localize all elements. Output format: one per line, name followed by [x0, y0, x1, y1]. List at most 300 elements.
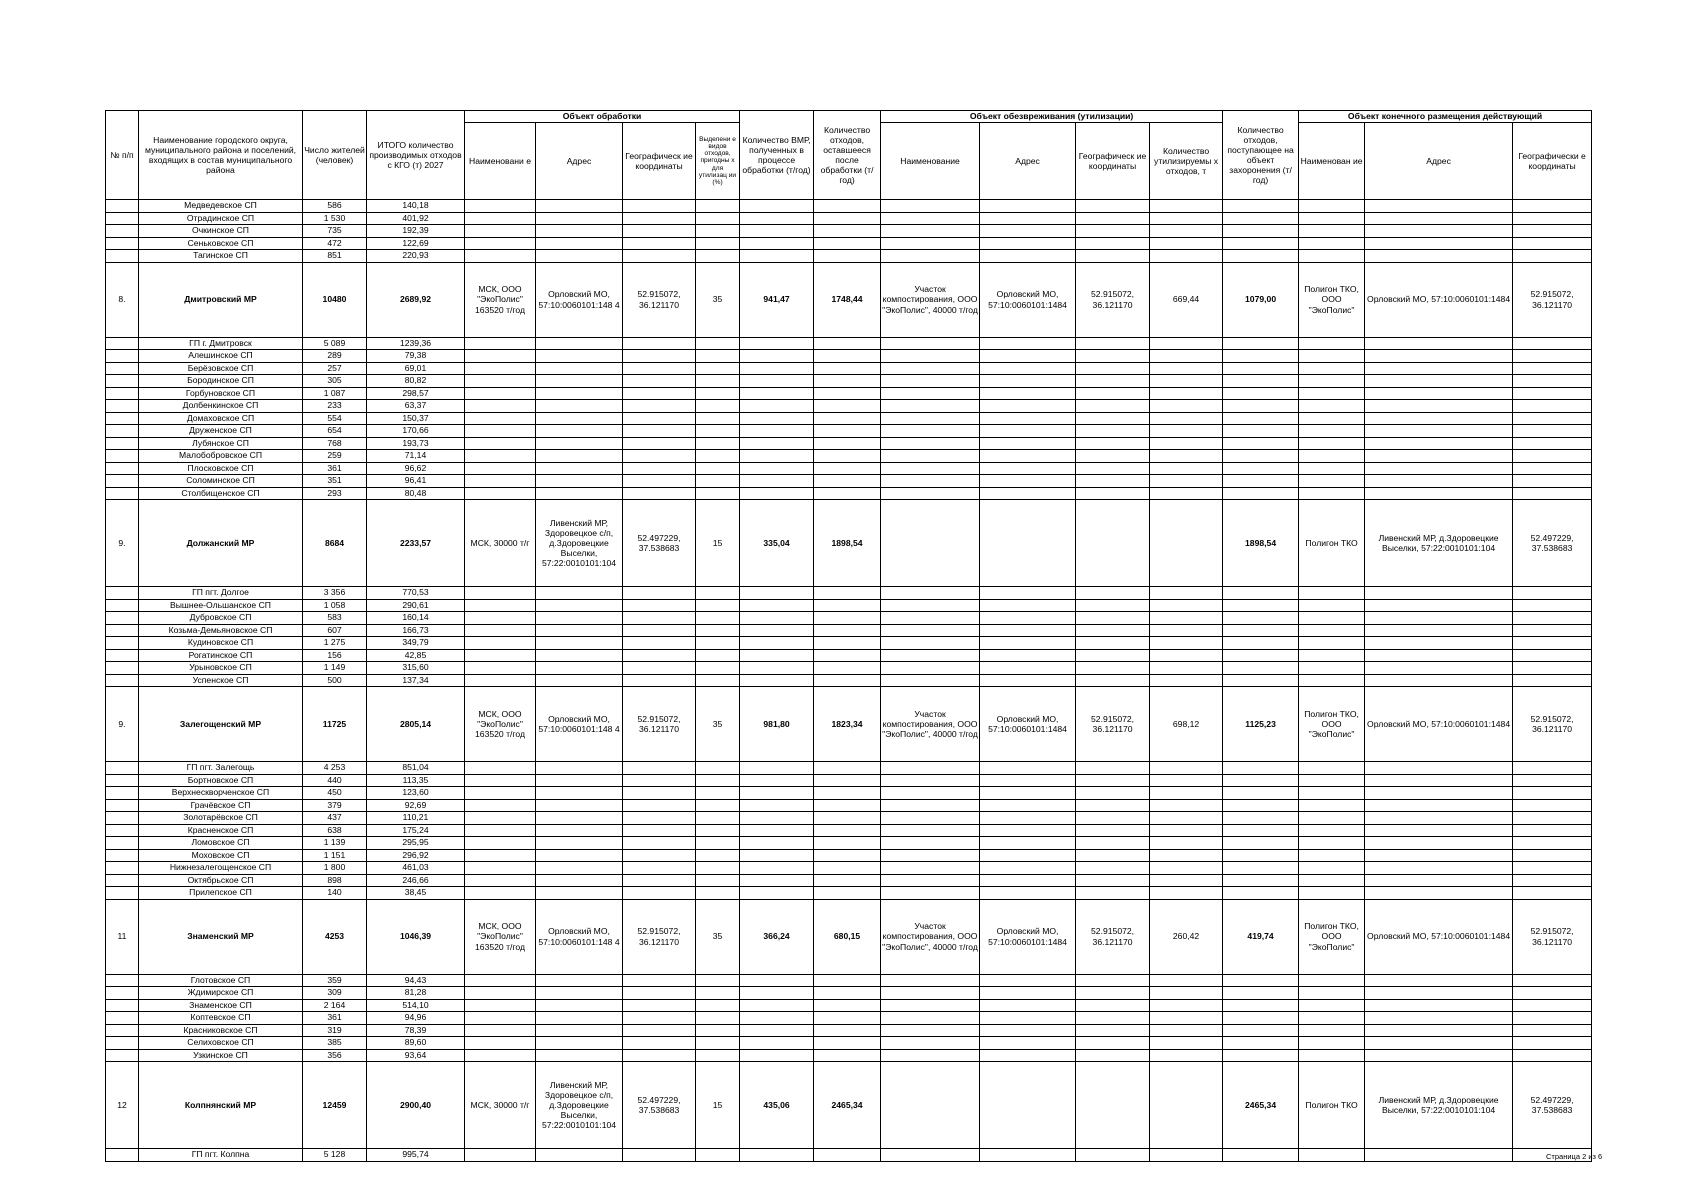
empty-cell: [1299, 387, 1365, 400]
empty-cell: [1365, 637, 1513, 650]
empty-cell: [814, 787, 881, 800]
empty-cell: [623, 1037, 696, 1050]
empty-cell: [980, 387, 1076, 400]
empty-cell: [465, 237, 536, 250]
waste-total: 298,57: [367, 387, 465, 400]
empty-cell: [1076, 450, 1150, 463]
empty-cell: [623, 824, 696, 837]
residents: 586: [303, 200, 367, 213]
empty-cell: [814, 824, 881, 837]
empty-cell: [1150, 974, 1223, 987]
empty-cell: [1076, 1037, 1150, 1050]
empty-cell: [881, 999, 980, 1012]
empty-cell: [814, 774, 881, 787]
residents: 583: [303, 612, 367, 625]
empty-cell: [1299, 612, 1365, 625]
empty-cell: [1150, 437, 1223, 450]
empty-cell: [1076, 425, 1150, 438]
empty-cell: [536, 1049, 623, 1062]
final-coords: 52.915072, 36.121170: [1513, 262, 1592, 337]
empty-cell: [1223, 350, 1299, 363]
empty-cell: [536, 375, 623, 388]
residents: 4253: [303, 899, 367, 974]
empty-cell: [1365, 649, 1513, 662]
empty-cell: [740, 612, 814, 625]
row-number: 12: [106, 1062, 139, 1149]
empty-cell: [881, 974, 980, 987]
empty-cell: [1365, 462, 1513, 475]
empty-cell: [1513, 237, 1592, 250]
empty-cell: [465, 999, 536, 1012]
empty-cell: [814, 799, 881, 812]
empty-cell: [881, 425, 980, 438]
empty-cell: [1299, 812, 1365, 825]
empty-cell: [696, 824, 740, 837]
empty-cell: [881, 837, 980, 850]
settlement-name: Успенское СП: [139, 674, 303, 687]
district-row: [106, 687, 1592, 762]
empty-cell: [623, 637, 696, 650]
empty-cell: [1150, 887, 1223, 900]
vmr-amount: 366,24: [740, 899, 814, 974]
settlement-name: Козьма-Демьяновское СП: [139, 624, 303, 637]
empty-cell: [1150, 450, 1223, 463]
empty-cell: [696, 999, 740, 1012]
empty-cell: [536, 400, 623, 413]
empty-cell: [696, 462, 740, 475]
empty-cell: [881, 450, 980, 463]
empty-cell: [980, 1012, 1076, 1025]
empty-cell: [696, 212, 740, 225]
empty-cell: [536, 649, 623, 662]
empty-cell: [980, 649, 1076, 662]
empty-cell: [814, 862, 881, 875]
empty-cell: [980, 874, 1076, 887]
empty-cell: [1299, 837, 1365, 850]
waste-total: 2805,14: [367, 687, 465, 762]
settlement-name: ГП г. Дмитровск: [139, 337, 303, 350]
empty-cell: [740, 862, 814, 875]
empty-cell: [623, 450, 696, 463]
settlement-row: [106, 612, 1592, 625]
empty-cell: [1513, 787, 1592, 800]
empty-cell: [1513, 200, 1592, 213]
empty-cell: [980, 862, 1076, 875]
empty-cell: [980, 637, 1076, 650]
district-row: [106, 1062, 1592, 1149]
empty-cell: [1223, 674, 1299, 687]
empty-cell: [1076, 862, 1150, 875]
residents: 356: [303, 1049, 367, 1062]
empty-cell: [1223, 987, 1299, 1000]
settlement-name: Красненское СП: [139, 824, 303, 837]
empty-cell: [1365, 237, 1513, 250]
empty-cell: [1150, 1049, 1223, 1062]
empty-cell: [1513, 799, 1592, 812]
empty-cell: [1150, 212, 1223, 225]
settlement-row: [106, 799, 1592, 812]
settlement-row: [106, 774, 1592, 787]
empty-cell: [1076, 824, 1150, 837]
empty-cell: [465, 1037, 536, 1050]
processing-address: Ливенский МР, Здоровецкое с/п, д.Здоровецкие Выселки, 57:22:0010101:104: [536, 1062, 623, 1149]
empty-cell: [1365, 412, 1513, 425]
empty-cell: [536, 212, 623, 225]
empty-cell: [1223, 1049, 1299, 1062]
empty-cell: [623, 874, 696, 887]
empty-cell: [1513, 824, 1592, 837]
empty-cell: [536, 450, 623, 463]
row-number: [106, 425, 139, 438]
settlement-name: Берёзовское СП: [139, 362, 303, 375]
empty-cell: [740, 837, 814, 850]
empty-cell: [465, 400, 536, 413]
empty-cell: [1150, 250, 1223, 263]
empty-cell: [881, 225, 980, 238]
empty-cell: [1223, 837, 1299, 850]
empty-cell: [980, 1049, 1076, 1062]
row-number: 11: [106, 899, 139, 974]
empty-cell: [740, 587, 814, 600]
settlement-name: Прилепское СП: [139, 887, 303, 900]
settlement-row: [106, 812, 1592, 825]
empty-cell: [536, 887, 623, 900]
residents: 11725: [303, 687, 367, 762]
empty-cell: [1513, 774, 1592, 787]
empty-cell: [623, 862, 696, 875]
settlement-name: Грачёвское СП: [139, 799, 303, 812]
residents: 898: [303, 874, 367, 887]
empty-cell: [696, 762, 740, 775]
settlement-name: Друженское СП: [139, 425, 303, 438]
empty-cell: [1076, 874, 1150, 887]
residents: 289: [303, 350, 367, 363]
empty-cell: [1076, 762, 1150, 775]
residents: 233: [303, 400, 367, 413]
empty-cell: [1150, 1149, 1223, 1162]
empty-cell: [1299, 200, 1365, 213]
empty-cell: [1513, 624, 1592, 637]
residents: 379: [303, 799, 367, 812]
waste-total: 170,66: [367, 425, 465, 438]
empty-cell: [881, 1024, 980, 1037]
settlement-name: Золотарёвское СП: [139, 812, 303, 825]
settlement-row: [106, 475, 1592, 488]
empty-cell: [740, 887, 814, 900]
residents: 309: [303, 987, 367, 1000]
vmr-amount: 941,47: [740, 262, 814, 337]
settlement-row: [106, 412, 1592, 425]
waste-table: [105, 110, 1592, 1162]
empty-cell: [1513, 387, 1592, 400]
settlement-row: [106, 225, 1592, 238]
row-number: [106, 599, 139, 612]
empty-cell: [1223, 799, 1299, 812]
waste-total: 94,96: [367, 1012, 465, 1025]
empty-cell: [1076, 237, 1150, 250]
empty-cell: [881, 437, 980, 450]
header-processing-group: Объект обработки: [465, 111, 740, 123]
empty-cell: [881, 200, 980, 213]
processing-name: МСК, 30000 т/г: [465, 1062, 536, 1149]
row-number: [106, 1012, 139, 1025]
empty-cell: [1150, 225, 1223, 238]
empty-cell: [536, 387, 623, 400]
empty-cell: [980, 350, 1076, 363]
empty-cell: [814, 400, 881, 413]
empty-cell: [465, 1012, 536, 1025]
row-number: [106, 612, 139, 625]
empty-cell: [1150, 862, 1223, 875]
settlement-name: Тагинское СП: [139, 250, 303, 263]
empty-cell: [465, 649, 536, 662]
empty-cell: [465, 862, 536, 875]
empty-cell: [1365, 887, 1513, 900]
empty-cell: [740, 412, 814, 425]
empty-cell: [740, 799, 814, 812]
empty-cell: [1223, 874, 1299, 887]
empty-cell: [1150, 237, 1223, 250]
settlement-row: [106, 637, 1592, 650]
empty-cell: [740, 1024, 814, 1037]
empty-cell: [1223, 649, 1299, 662]
settlement-name: Медведевское СП: [139, 200, 303, 213]
waste-total: 2689,92: [367, 262, 465, 337]
waste-total: 150,37: [367, 412, 465, 425]
empty-cell: [536, 612, 623, 625]
empty-cell: [1150, 350, 1223, 363]
empty-cell: [1513, 762, 1592, 775]
final-coords: 52.497229, 37.538683: [1513, 500, 1592, 587]
final-name: Полигон ТКО, ООО "ЭкоПолис": [1299, 687, 1365, 762]
residents: 8684: [303, 500, 367, 587]
empty-cell: [980, 462, 1076, 475]
empty-cell: [980, 400, 1076, 413]
empty-cell: [536, 874, 623, 887]
empty-cell: [1150, 400, 1223, 413]
empty-cell: [1076, 212, 1150, 225]
remaining-amount: 1898,54: [814, 500, 881, 587]
empty-cell: [1076, 612, 1150, 625]
row-number: [106, 250, 139, 263]
header-neutral-qty: Количество утилизируемы х отходов, т: [1150, 123, 1223, 200]
empty-cell: [1150, 612, 1223, 625]
empty-cell: [1299, 799, 1365, 812]
empty-cell: [623, 250, 696, 263]
empty-cell: [1076, 662, 1150, 675]
empty-cell: [623, 1149, 696, 1162]
row-number: [106, 412, 139, 425]
empty-cell: [1150, 412, 1223, 425]
settlement-name: Малобобровское СП: [139, 450, 303, 463]
empty-cell: [1299, 400, 1365, 413]
processing-coords: 52.915072, 36.121170: [623, 899, 696, 974]
empty-cell: [1365, 787, 1513, 800]
empty-cell: [1076, 624, 1150, 637]
settlement-name: Рогатинское СП: [139, 649, 303, 662]
empty-cell: [1365, 974, 1513, 987]
empty-cell: [1150, 837, 1223, 850]
row-number: [106, 1149, 139, 1162]
empty-cell: [696, 475, 740, 488]
empty-cell: [881, 674, 980, 687]
empty-cell: [1513, 1037, 1592, 1050]
empty-cell: [980, 674, 1076, 687]
empty-cell: [623, 475, 696, 488]
empty-cell: [623, 974, 696, 987]
settlement-row: [106, 487, 1592, 500]
empty-cell: [465, 250, 536, 263]
empty-cell: [1223, 450, 1299, 463]
row-number: [106, 487, 139, 500]
empty-cell: [1223, 212, 1299, 225]
empty-cell: [1365, 225, 1513, 238]
empty-cell: [980, 849, 1076, 862]
row-number: [106, 837, 139, 850]
empty-cell: [814, 662, 881, 675]
settlement-name: Знаменское СП: [139, 999, 303, 1012]
empty-cell: [1223, 487, 1299, 500]
empty-cell: [1150, 812, 1223, 825]
empty-cell: [881, 987, 980, 1000]
empty-cell: [536, 1037, 623, 1050]
empty-cell: [465, 599, 536, 612]
row-number: [106, 649, 139, 662]
header-vmr: Количество ВМР, полученных в процессе обработки (т/год): [740, 111, 814, 200]
settlement-name: ГП пгт. Колпна: [139, 1149, 303, 1162]
residents: 440: [303, 774, 367, 787]
empty-cell: [1299, 887, 1365, 900]
row-number: [106, 662, 139, 675]
empty-cell: [536, 599, 623, 612]
empty-cell: [623, 662, 696, 675]
empty-cell: [623, 425, 696, 438]
empty-cell: [980, 450, 1076, 463]
settlement-row: [106, 599, 1592, 612]
empty-cell: [696, 350, 740, 363]
empty-cell: [1076, 887, 1150, 900]
empty-cell: [696, 812, 740, 825]
empty-cell: [814, 587, 881, 600]
residents: 1 058: [303, 599, 367, 612]
empty-cell: [1223, 1149, 1299, 1162]
empty-cell: [536, 837, 623, 850]
empty-cell: [1513, 487, 1592, 500]
residents: 140: [303, 887, 367, 900]
empty-cell: [1150, 774, 1223, 787]
waste-total: 296,92: [367, 849, 465, 862]
empty-cell: [881, 362, 980, 375]
empty-cell: [1513, 350, 1592, 363]
empty-cell: [881, 812, 980, 825]
empty-cell: [1365, 599, 1513, 612]
empty-cell: [1150, 762, 1223, 775]
waste-total: 110,21: [367, 812, 465, 825]
empty-cell: [696, 387, 740, 400]
empty-cell: [536, 849, 623, 862]
empty-cell: [740, 212, 814, 225]
empty-cell: [1299, 849, 1365, 862]
district-row: [106, 500, 1592, 587]
waste-total: 995,74: [367, 1149, 465, 1162]
empty-cell: [1299, 1012, 1365, 1025]
residents: 2 164: [303, 999, 367, 1012]
empty-cell: [696, 637, 740, 650]
empty-cell: [623, 849, 696, 862]
empty-cell: [696, 799, 740, 812]
empty-cell: [623, 1024, 696, 1037]
empty-cell: [881, 375, 980, 388]
empty-cell: [536, 974, 623, 987]
empty-cell: [536, 462, 623, 475]
header-final-address: Адрес: [1365, 123, 1513, 200]
empty-cell: [814, 974, 881, 987]
empty-cell: [814, 375, 881, 388]
empty-cell: [1365, 425, 1513, 438]
empty-cell: [740, 462, 814, 475]
empty-cell: [740, 987, 814, 1000]
empty-cell: [536, 250, 623, 263]
empty-cell: [740, 649, 814, 662]
empty-cell: [1299, 974, 1365, 987]
processing-share: 35: [696, 687, 740, 762]
empty-cell: [1076, 387, 1150, 400]
neutral-name: Участок компостирования, ООО "ЭкоПолис", 40000 т/год: [881, 262, 980, 337]
processing-address: Орловский МО, 57:10:0060101:148 4: [536, 687, 623, 762]
empty-cell: [465, 450, 536, 463]
empty-cell: [1076, 487, 1150, 500]
empty-cell: [465, 849, 536, 862]
empty-cell: [465, 212, 536, 225]
empty-cell: [980, 337, 1076, 350]
final-name: Полигон ТКО: [1299, 500, 1365, 587]
empty-cell: [1223, 1037, 1299, 1050]
empty-cell: [1513, 812, 1592, 825]
empty-cell: [1076, 674, 1150, 687]
empty-cell: [623, 237, 696, 250]
district-row: [106, 262, 1592, 337]
empty-cell: [623, 837, 696, 850]
empty-cell: [1223, 475, 1299, 488]
empty-cell: [1150, 874, 1223, 887]
vmr-amount: 435,06: [740, 1062, 814, 1149]
empty-cell: [696, 425, 740, 438]
empty-cell: [1223, 462, 1299, 475]
row-number: [106, 200, 139, 213]
empty-cell: [740, 375, 814, 388]
empty-cell: [1365, 362, 1513, 375]
row-number: [106, 1024, 139, 1037]
empty-cell: [1076, 599, 1150, 612]
header-burial-in: Количество отходов, поступающее на объект захоронения (т/год): [1223, 111, 1299, 200]
empty-cell: [814, 637, 881, 650]
empty-cell: [814, 237, 881, 250]
empty-cell: [980, 624, 1076, 637]
empty-cell: [740, 475, 814, 488]
waste-total: 160,14: [367, 612, 465, 625]
empty-cell: [1365, 674, 1513, 687]
empty-cell: [881, 587, 980, 600]
empty-cell: [1223, 812, 1299, 825]
empty-cell: [1299, 212, 1365, 225]
empty-cell: [1150, 849, 1223, 862]
empty-cell: [814, 649, 881, 662]
empty-cell: [465, 774, 536, 787]
settlement-row: [106, 824, 1592, 837]
settlement-name: Кудиновское СП: [139, 637, 303, 650]
empty-cell: [536, 475, 623, 488]
residents: 1 800: [303, 862, 367, 875]
